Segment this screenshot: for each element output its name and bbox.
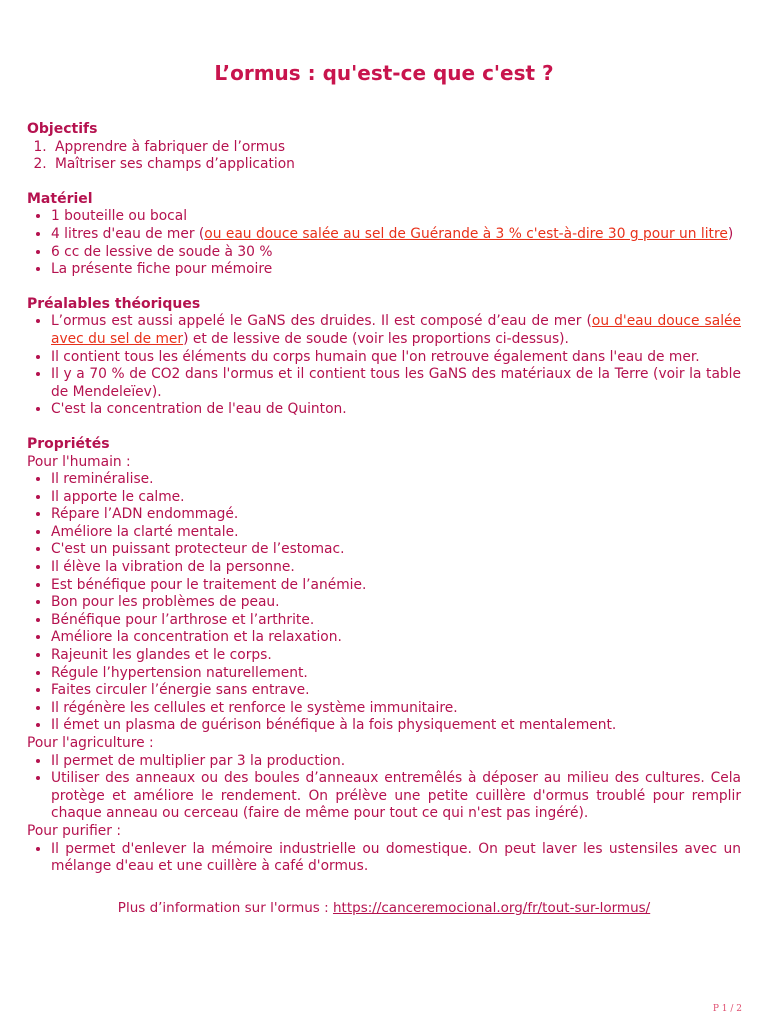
list-item: • Améliore la concentration et la relaxation. — [51, 629, 741, 647]
heading-objectifs: Objectifs — [27, 121, 98, 137]
heading-proprietes: Propriétés — [27, 435, 110, 452]
list-item: • Il permet d'enlever la mémoire industrielle ou domestique. On peut laver les ustensiles avec un mélange d'eau et une cuillère à café d'ormus. — [51, 841, 741, 876]
section-prealables — [27, 296, 741, 419]
list-item: • Rajeunit les glandes et le corps. — [51, 647, 741, 665]
purifier-list — [27, 841, 741, 876]
salt-water-link[interactable]: ou eau douce salée au sel de Guérande à 3 % c'est-à-dire 30 g pour un litre — [204, 225, 728, 242]
list-item: • Il apporte le calme. — [51, 489, 741, 507]
text: ) — [727, 225, 734, 242]
list-item: • Régule l’hypertension naturellement. — [51, 665, 741, 683]
text: 4 litres d'eau de mer ( — [51, 225, 205, 242]
list-item: • Bénéfique pour l’arthrose et l’arthrite. — [51, 612, 741, 630]
heading-materiel: Matériel — [27, 190, 93, 207]
document-body — [27, 121, 741, 893]
list-item: • Utiliser des anneaux ou des boules d’anneaux entremêlés à déposer au milieu des cultures. Cela protège et améliore le rendement. On prélève une petite cuillère d'ormus troublé pour remplir chaque anneau ou cerceau (faire de même pour tout ce qui n'est pas ingéré). — [51, 770, 741, 823]
list-item — [51, 313, 741, 348]
subheading-purifier: Pour purifier : — [27, 822, 121, 839]
text: ) et de lessive de soude (voir les proportions ci-dessus). — [183, 330, 569, 347]
list-item: • Il régénère les cellules et renforce le système immunitaire. — [51, 700, 741, 718]
list-item: 2. Maîtriser ses champs d’application — [51, 156, 741, 174]
page-number: P 1 / 2 — [712, 1004, 742, 1014]
more-info-line — [0, 900, 768, 916]
page-title: L’ormus : qu'est-ce que c'est ? — [214, 61, 554, 85]
list-item: • Faites circuler l’énergie sans entrave. — [51, 682, 741, 700]
subheading-agriculture: Pour l'agriculture : — [27, 735, 154, 751]
list-item: • Il élève la vibration de la personne. — [51, 559, 741, 577]
more-info-link[interactable]: https://canceremocional.org/fr/tout-sur-lormus/ — [332, 900, 651, 916]
section-objectifs — [27, 121, 741, 174]
list-item: 1. Apprendre à fabriquer de l’ormus — [51, 139, 741, 157]
list-item — [51, 226, 741, 244]
list-item: • C'est la concentration de l'eau de Quinton. — [51, 401, 741, 419]
sea-salt-link[interactable]: ou d'eau douce salée avec du sel de mer — [51, 313, 741, 347]
list-item: • Il reminéralise. — [51, 471, 741, 489]
agriculture-list — [27, 753, 741, 823]
text: L’ormus est aussi appelé le GaNS des druides. Il est composé d’eau de mer ( — [51, 313, 592, 330]
list-item: • Il émet un plasma de guérison bénéfique à la fois physiquement et mentalement. — [51, 717, 741, 735]
objectifs-list — [27, 139, 741, 174]
list-item: • C'est un puissant protecteur de l’estomac. — [51, 541, 741, 559]
list-item: • Il contient tous les éléments du corps humain que l'on retrouve également dans l'eau de mer. — [51, 349, 741, 367]
list-item: • 1 bouteille ou bocal — [51, 208, 741, 226]
materiel-list — [27, 208, 741, 278]
subheading-humain: Pour l'humain : — [27, 453, 131, 470]
section-proprietes — [27, 436, 741, 876]
prealables-list — [27, 313, 741, 419]
list-item: • La présente fiche pour mémoire — [51, 261, 741, 279]
humain-list — [27, 471, 741, 735]
section-materiel — [27, 191, 741, 279]
more-info-label: Plus d’information sur l'ormus : — [117, 900, 333, 916]
list-item: • Répare l’ADN endommagé. — [51, 506, 741, 524]
list-item: • Est bénéfique pour le traitement de l’anémie. — [51, 577, 741, 595]
heading-prealables: Préalables théoriques — [27, 295, 201, 312]
list-item: • Il y a 70 % de CO2 dans l'ormus et il contient tous les GaNS des matériaux de la Terre (voir la table de Mendeleïev). — [51, 366, 741, 401]
list-item: • Améliore la clarté mentale. — [51, 524, 741, 542]
list-item: • 6 cc de lessive de soude à 30 % — [51, 244, 741, 262]
list-item: • Il permet de multiplier par 3 la production. — [51, 753, 741, 771]
list-item: • Bon pour les problèmes de peau. — [51, 594, 741, 612]
